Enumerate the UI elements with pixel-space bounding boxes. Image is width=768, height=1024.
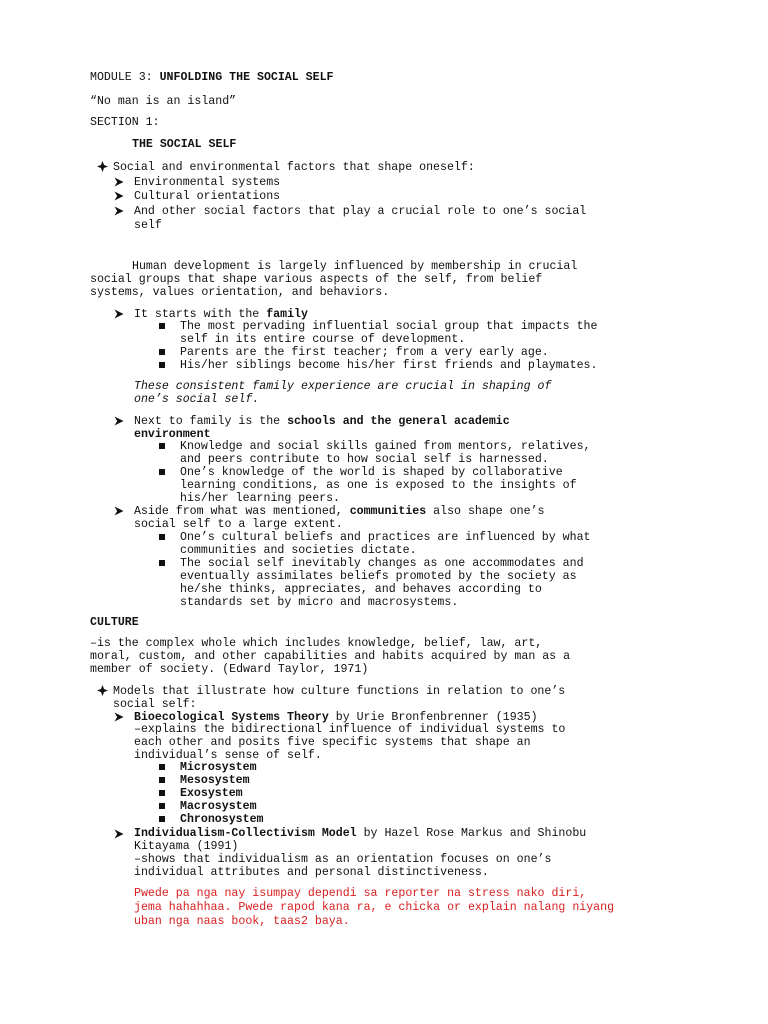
diamond-bullet-icon (97, 161, 108, 172)
square-bullet-icon (159, 764, 165, 770)
schools-lead-cont: environment (134, 428, 211, 441)
arrow-bullet-icon (114, 177, 124, 187)
square-bullet-icon (159, 323, 165, 329)
model-description: individual’s sense of self. (134, 749, 322, 762)
square-bullet-icon (159, 777, 165, 783)
communities-bullet: The social self inevitably changes as one accommodates and (180, 557, 584, 570)
family-bullet: self in its entire course of development. (180, 333, 466, 346)
red-note-line: Pwede pa nga nay isumpay dependi sa reporter na stress nako diri, (134, 887, 587, 900)
section-label: SECTION 1: (90, 116, 160, 129)
model-description: individual attributes and personal distinctiveness. (134, 866, 489, 879)
family-note: one’s social self. (134, 393, 260, 406)
communities-lead: Aside from what was mentioned, communities also shape one’s (134, 505, 545, 518)
family-bullet: His/her siblings become his/her first friends and playmates. (180, 359, 598, 372)
family-bullet: Parents are the first teacher; from a very early age. (180, 346, 549, 359)
culture-definition: –is the complex whole which includes knowledge, belief, law, art, (90, 637, 543, 650)
model-description: –explains the bidirectional influence of individual systems to (134, 723, 566, 736)
model-title: Individualism-Collectivism Model by Hazel Rose Markus and Shinobu (134, 827, 587, 840)
square-bullet-icon (159, 362, 165, 368)
model-title: Bioecological Systems Theory by Urie Bronfenbrenner (1935) (134, 711, 538, 724)
communities-bullet: standards set by micro and macrosystems. (180, 596, 459, 609)
schools-bullet: One’s knowledge of the world is shaped by collaborative (180, 466, 563, 479)
culture-heading: CULTURE (90, 616, 139, 629)
quote: “No man is an island” (90, 95, 237, 108)
arrow-bullet-icon (114, 191, 124, 201)
square-bullet-icon (159, 790, 165, 796)
factor-item-cont: self (134, 219, 162, 232)
culture-definition: moral, custom, and other capabilities and habits acquired by man as a (90, 650, 571, 663)
arrow-bullet-icon (114, 206, 124, 216)
schools-bullet: his/her learning peers. (180, 492, 341, 505)
model-title-cont: Kitayama (1991) (134, 840, 239, 853)
square-bullet-icon (159, 349, 165, 355)
communities-bullet: communities and societies dictate. (180, 544, 417, 557)
models-intro: Models that illustrate how culture functions in relation to one’s (113, 685, 566, 698)
arrow-bullet-icon (114, 506, 124, 516)
system-item: Chronosystem (180, 813, 264, 826)
paragraph-line: social groups that shape various aspects of the self, from belief (90, 273, 543, 286)
communities-lead-cont: social self to a large extent. (134, 518, 343, 531)
schools-bullet: learning conditions, as one is exposed to the insights of (180, 479, 577, 492)
section-subtitle: THE SOCIAL SELF (132, 138, 237, 151)
schools-bullet: Knowledge and social skills gained from mentors, relatives, (180, 440, 591, 453)
family-note: These consistent family experience are crucial in shaping of (134, 380, 552, 393)
paragraph-line: Human development is largely influenced by membership in crucial (132, 260, 578, 273)
system-item: Macrosystem (180, 800, 257, 813)
system-item: Exosystem (180, 787, 243, 800)
factor-item: Environmental systems (134, 176, 281, 189)
module-title: MODULE 3: UNFOLDING THE SOCIAL SELF (90, 71, 334, 84)
culture-definition: member of society. (Edward Taylor, 1971) (90, 663, 369, 676)
family-lead: It starts with the family (134, 308, 308, 321)
system-item: Mesosystem (180, 774, 250, 787)
square-bullet-icon (159, 443, 165, 449)
factor-item: And other social factors that play a crucial role to one’s social (134, 205, 587, 218)
arrow-bullet-icon (114, 712, 124, 722)
red-note-line: uban nga naas book, taas2 baya. (134, 915, 350, 928)
communities-bullet: he/she thinks, appreciates, and behaves according to (180, 583, 542, 596)
factors-intro: Social and environmental factors that shape oneself: (113, 161, 475, 174)
factor-item: Cultural orientations (134, 190, 281, 203)
system-item: Microsystem (180, 761, 257, 774)
schools-bullet: and peers contribute to how social self is harnessed. (180, 453, 549, 466)
communities-bullet: eventually assimilates beliefs promoted by the society as (180, 570, 577, 583)
models-intro: social self: (113, 698, 197, 711)
red-note-line: jema hahahhaa. Pwede rapod kana ra, e chicka or explain nalang niyang (134, 901, 615, 914)
diamond-bullet-icon (97, 685, 108, 696)
schools-lead: Next to family is the schools and the general academic (134, 415, 510, 428)
communities-bullet: One’s cultural beliefs and practices are influenced by what (180, 531, 591, 544)
arrow-bullet-icon (114, 416, 124, 426)
arrow-bullet-icon (114, 829, 124, 839)
paragraph-line: systems, values orientation, and behaviors. (90, 286, 390, 299)
model-description: –shows that individualism as an orientation focuses on one’s (134, 853, 552, 866)
family-bullet: The most pervading influential social group that impacts the (180, 320, 598, 333)
square-bullet-icon (159, 816, 165, 822)
model-description: each other and posits five specific systems that shape an (134, 736, 531, 749)
square-bullet-icon (159, 560, 165, 566)
square-bullet-icon (159, 534, 165, 540)
square-bullet-icon (159, 803, 165, 809)
square-bullet-icon (159, 469, 165, 475)
arrow-bullet-icon (114, 309, 124, 319)
